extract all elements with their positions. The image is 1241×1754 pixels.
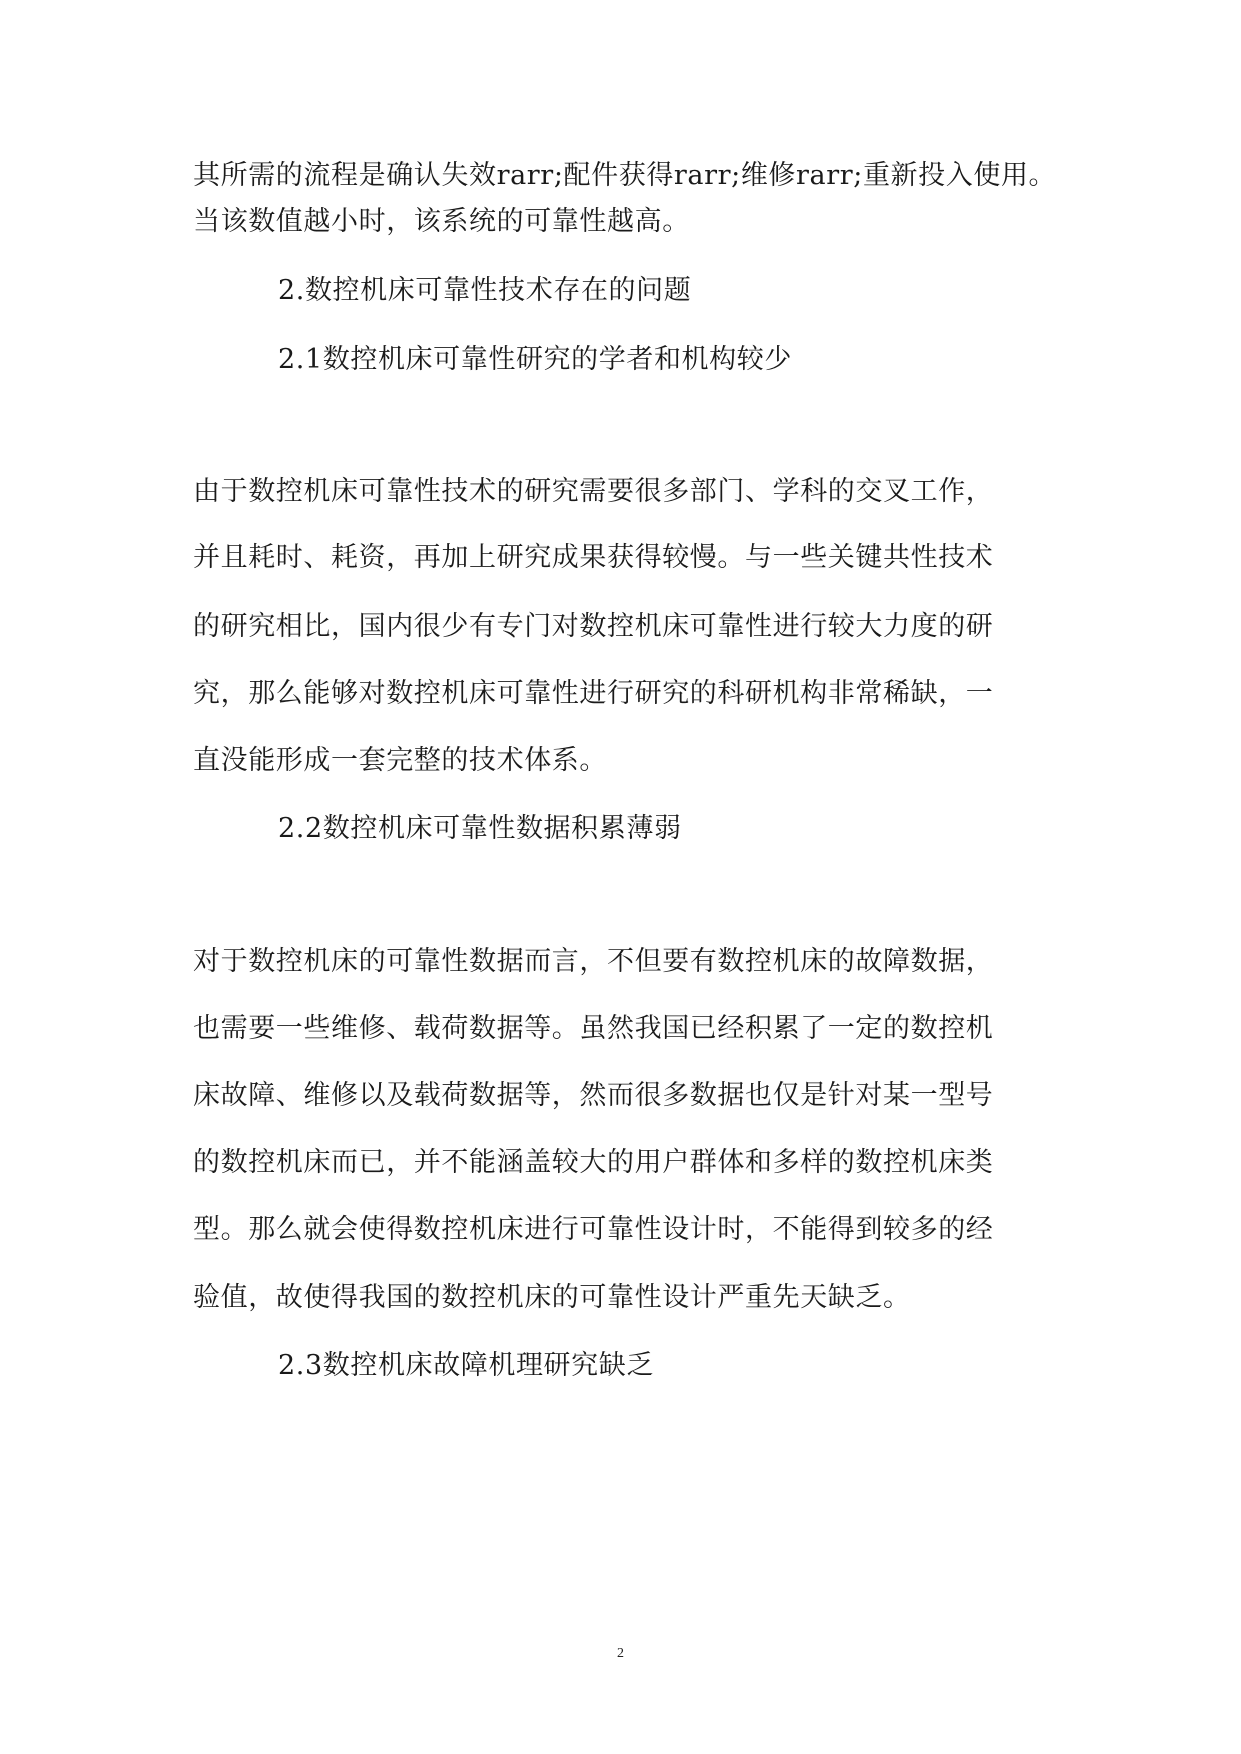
body-text-line: 的数控机床而已，并不能涵盖较大的用户群体和多样的数控机床类 (193, 1147, 994, 1178)
body-text-line: 也需要一些维修、载荷数据等。虽然我国已经积累了一定的数控机 (193, 1013, 994, 1044)
body-text-line: 究，那么能够对数控机床可靠性进行研究的科研机构非常稀缺，一 (193, 678, 994, 709)
body-text-line: 并且耗时、耗资，再加上研究成果获得较慢。与一些关键共性技术 (193, 542, 994, 573)
body-text-line: 验值，故使得我国的数控机床的可靠性设计严重先天缺乏。 (193, 1282, 911, 1313)
body-text-line: 型。那么就会使得数控机床进行可靠性设计时，不能得到较多的经 (193, 1214, 994, 1245)
page-number: 2 (617, 1646, 624, 1661)
body-text-line: 由于数控机床可靠性技术的研究需要很多部门、学科的交叉工作， (193, 476, 994, 507)
body-text-line: 直没能形成一套完整的技术体系。 (193, 745, 607, 776)
body-text-line: 当该数值越小时，该系统的可靠性越高。 (193, 206, 690, 237)
section-heading: 2.数控机床可靠性技术存在的问题 (278, 275, 692, 306)
subsection-heading: 2.1数控机床可靠性研究的学者和机构较少 (278, 344, 792, 375)
subsection-heading: 2.2数控机床可靠性数据积累薄弱 (278, 813, 682, 844)
body-text-line: 对于数控机床的可靠性数据而言，不但要有数控机床的故障数据， (193, 946, 994, 977)
body-text-line: 床故障、维修以及载荷数据等，然而很多数据也仅是针对某一型号 (193, 1080, 994, 1111)
body-text-line: 其所需的流程是确认失效rarr;配件获得rarr;维修rarr;重新投入使用。 (193, 160, 1057, 191)
body-text-line: 的研究相比，国内很少有专门对数控机床可靠性进行较大力度的研 (193, 611, 994, 642)
subsection-heading: 2.3数控机床故障机理研究缺乏 (278, 1350, 654, 1381)
